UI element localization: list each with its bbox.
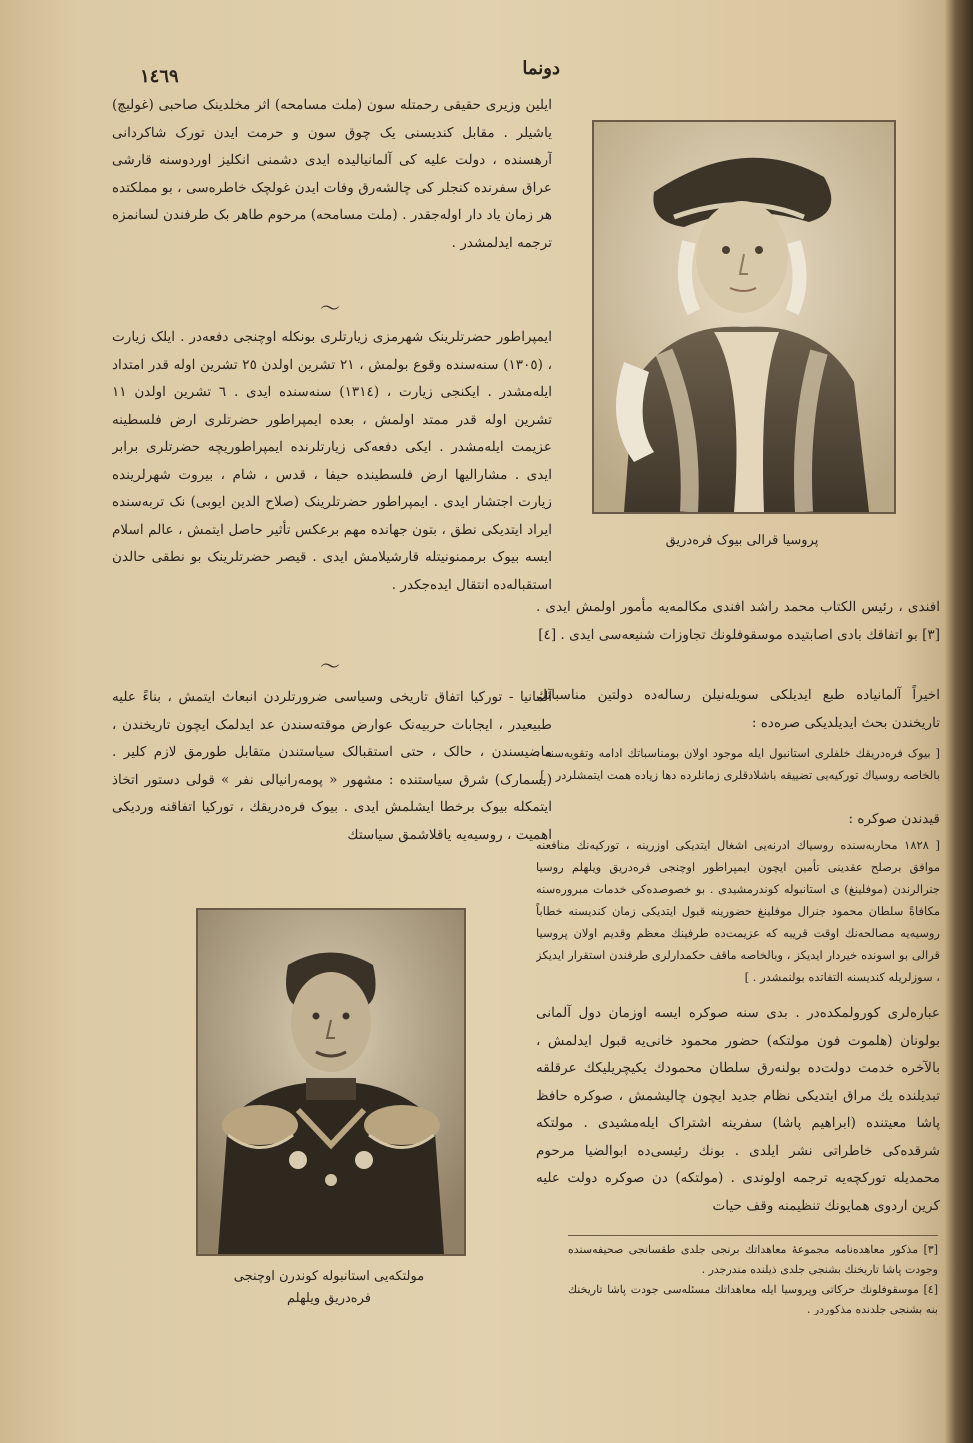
right-column-block-3 — [536, 806, 940, 834]
section-divider: ～ — [320, 296, 340, 320]
paragraph: قیدندن صوکره : — [848, 811, 940, 827]
book-spine — [945, 0, 973, 1443]
caption-line-2: فره‌دریق ویلهلم — [286, 1291, 371, 1306]
left-column-block-1 — [112, 92, 552, 312]
portrait-frederick-the-great — [592, 120, 896, 514]
portrait-frederick-william — [196, 908, 466, 1256]
right-column-block-1 — [536, 594, 940, 678]
quote: [ بیوک فره‌دریقك خلفلری استانبول ایله موجود اولان بومناسباتك ادامه وتقویه‌سنه ، بالخاصه روسیاك تورکیه‌یی تضییقه باشلادقلری زمانلرده دها زیاده همت ایتمشلردر . ] — [536, 746, 940, 782]
paragraph: اخیراً آلمانیاده طبع ایدیلکی سویله‌نیلن رساله‌ده دولتین مناسباتك تاریخندن بحث ایدیلدیکی صره‌ده : — [536, 687, 940, 731]
right-column-block-2 — [536, 682, 940, 738]
caption-line-1: مولتکه‌یی استانبوله کوندرن اوچنجی — [233, 1269, 425, 1284]
quote: [ ١٨٢٨ محاربه‌سنده روسیاك ادرنه‌یی اشغال ایتدیکی اوزرینه ، تورکیه‌نك منافعنه موافق برصلح عقدینی تأمین ایچون ایمپراطور اوچنجی فره‌دریق ویلهلم روسیا جنرالرندن (موفلینغ) ی استانبوله کوندرمشیدی . بو خصوصده‌کی خدمات مبروره‌سنه مکافاةً سلطان محمود جنرال موفلینغ حضورینه قبول ایتدیکی زمان کندیسنه خطاباً روسیه‌یه مصالحه‌نك اوقت قریبه که عزیمت‌ده طرفینك معظم وقدیم اولان پروسیا قرالی بو اسونده خیردار ایدیکز ، وبالخاصه ماقف حکمدارلری طرفندن استقرار ایدیکز ، سوزلریله کندیسنه التفاتده بولنمشدر . ] — [536, 838, 940, 984]
paragraph: ایلین وزیری حقیقی رحمتله سون (ملت مسامحه) اثر مخلدینک صاحبی (غولیچ) یاشیلر . مقابل کندیسنی یک چوق سون و حرمت ایدن تورک شاکردانی آرهسنده ، دولت علیه کی آلمانیالیده ایدی دشمنی انکلیز اوردوسنه قارشی عراق سفرنده کنجلر کی چالشه‌رق وفات ایدن غولچک خاطره‌سی ، بو مملکتده هر زمان یاد دار اوله‌جقدر . (ملت مسامحه) مرحوم طاهر بک طرفندن لسانمزه ترجمه ایدلمشدر . — [112, 97, 552, 251]
right-column-block-4 — [536, 1000, 940, 1230]
paragraph: عباره‌لری کورولمکده‌در . بدی سنه صوکره ایسه اوزمان دول آلمانی بولونان (هلموت فون مولتکه) حضور محمود خانی‌یه قبول ایدلمش ، بالآخره خدمت دولت‌ده بولنه‌رق سلطان محمودك یکیچریلیکك عرقلقه تبدیلنده یك مراق ایتدیکی نظام جدید ایچون چالیشمش ، صوکره حافظ پاشا معیتنده (ابراهیم پاشا) سفرینه اشتراک ایله‌مشیدی . مولتکه شرقده‌کی خاطراتی نشر ایلدی . بونك رئیسی‌ده ابوالضیا مرحوم محمدیله تورکچه‌یه ترجمه اولوندی . (مولتکه) دن صوکره دولت علیه کرین اردوی همایونك تنظیمنه وقف حیات — [536, 1005, 940, 1214]
running-title: دونما — [522, 58, 560, 79]
caption-top-right: پروسیا قرالی بیوک فره‌دریق — [665, 533, 819, 548]
footnote-3: [٣] مذکور معاهده‌نامه مجموعهٔ معاهداتك برنجی جلدی طقسانجی صحیفه‌سنده وجودت پاشا تاریخنك بشنجی جلدی ذیلنده مندرجدر . — [568, 1243, 938, 1276]
footnote-4: [٤] موسقوفلونك حرکاتی وپروسیا ایله معاهداتك مسئله‌سی جودت پاشا تاریخنك بنه بشنجی جلدنده مذکوردر . — [568, 1283, 938, 1315]
portrait-image — [594, 122, 894, 512]
left-column-block-3 — [112, 684, 552, 880]
paragraph: آلمانیا - تورکیا اتفاق تاریخی وسیاسی ضرورتلردن انبعاث ایتمش ، بناءً علیه طبیعیدر ، ایجابات حربیه‌نک عوارض موقته‌سندن عد ایدلمک ایچون تاریخندن ، ماضیسندن ، حالک ، حتی استقبالک سیاستندن متقابل طورمق لازم کلیر . (بسمارک) شرق سیاستنده : مشهور « پومه‌رانیالی نفر » قولی دستور اتخاذ ایتمکله بیوک برخطا ایشلمش ایدی . بیوک فره‌دریقك ، تورکیا اتفاقنه وردیکی اهمیت ، روسیه‌یه یاقلاشمق سیاستك — [112, 689, 552, 843]
page-header — [120, 52, 560, 92]
footnotes — [568, 1235, 938, 1315]
page-number: ١٤٦٩ — [140, 66, 179, 87]
quote-block-1 — [536, 742, 940, 808]
quote-block-2 — [536, 834, 940, 994]
section-divider: ～ — [320, 654, 340, 678]
portrait-image — [198, 910, 464, 1254]
left-column-block-2 — [112, 324, 552, 664]
paragraph: ایمپراطور حضرتلرینک شهرمزی زیارتلری بونکله اوچنجی دفعه‌در . ایلک زیارت ، (١٣٠٥) سنه‌سنده وقوع بولمش ، ٢١ تشرین اولدن ٢٥ تشرین اوله قدر امتداد ایله‌مشدر . ایکنجی زیارت ، (١٣١٤) سنه‌سنده ایدی . ٦ تشرین اولدن ١١ تشرین اوله قدر ممتد اولمش ، بعده ایمپراطور حضرتلری ارض فلسطینه عزیمت ایله‌مشدر . ایکی دفعه‌کی زیارتلرنده ایمپراطوریچه حضرتلری برابر ایدی . مشارالیها ارض فلسطینده حیفا ، قدس ، شام ، بیروت شهرلرینده زیارت اجتشار ایدی . ایمپراطور حضرتلرینک (صلاح الدین ایوبی) نک تربه‌سنده ایراد ایتدیکی نطق ، بتون جهانده مهم برعکس تأثیر حاصل ایتمش ، عالم اسلام ایسه بیوک برممنونیتله قارشیلامش ایدی . قیصر حضرتلرینک بو نطقی حالدن استقباله‌ده انتقال ایده‌جکدر . — [112, 329, 552, 593]
caption-bottom-left — [196, 1266, 462, 1310]
paragraph: افندی ، رئیس الکتاب محمد راشد افندی مکالمه‌یه مأمور اولمش ایدی . [٣] بو اتفاقك بادی اصابتیده موسقوفلونك تجاوزات شنیعه‌سی ایدی . [٤] — [536, 599, 940, 643]
